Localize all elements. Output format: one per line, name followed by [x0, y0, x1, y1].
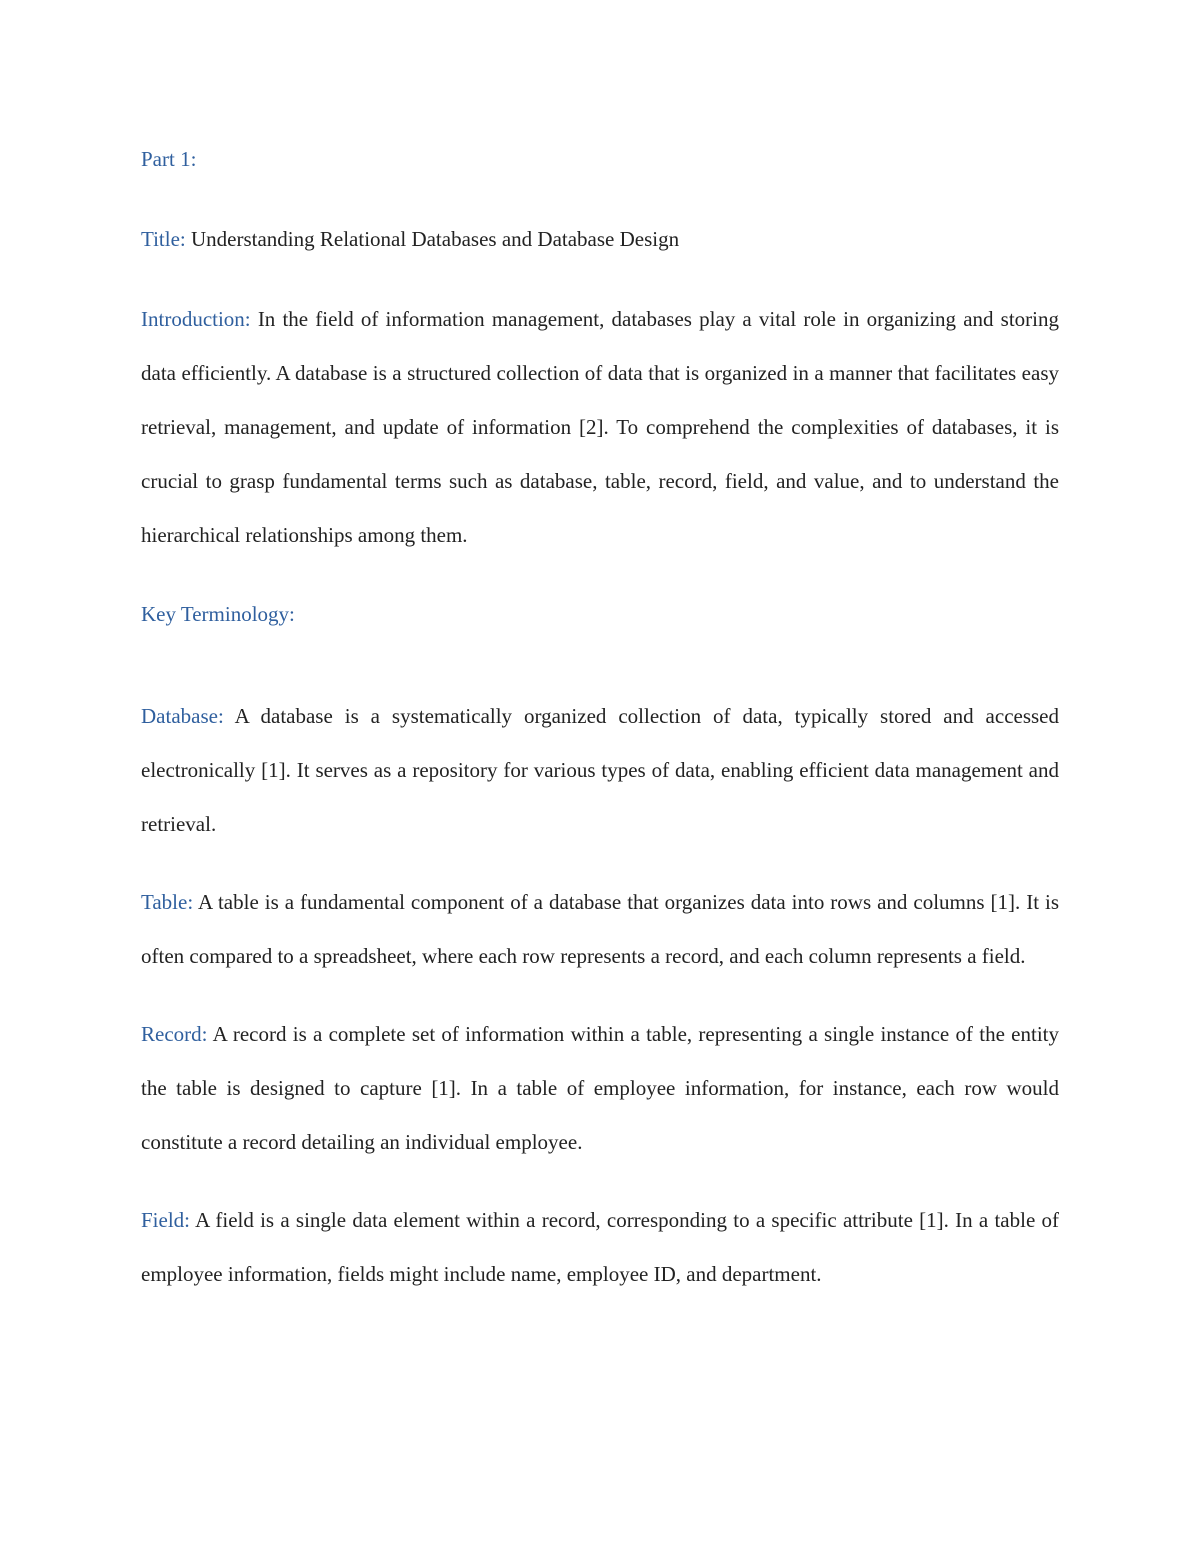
title-text: Understanding Relational Databases and Database Design — [191, 227, 680, 251]
key-terminology-heading — [141, 587, 1059, 641]
introduction-label: Introduction: — [141, 307, 251, 331]
term-definition: A record is a complete set of information within a table, representing a single instance of the entity the table is designed to capture [1]. In a table of employee information, for instance, each row would constitute a record detailing an individual employee. — [141, 1022, 1059, 1154]
term-table — [141, 875, 1059, 983]
title-label: Title: — [141, 227, 186, 251]
part-heading — [141, 132, 1059, 186]
part-heading-text: Part 1: — [141, 147, 197, 171]
term-label: Field: — [141, 1208, 191, 1232]
term-definition: A table is a fundamental component of a database that organizes data into rows and columns [1]. It is often compared to a spreadsheet, where each row represents a record, and each column represents a field. — [141, 890, 1059, 968]
term-label: Record: — [141, 1022, 208, 1046]
introduction-text: In the field of information management, databases play a vital role in organizing and storing data efficiently. A database is a structured collection of data that is organized in a manner that facilitates easy retrieval, management, and update of information [2]. To comprehend the complexities of databases, it is crucial to grasp fundamental terms such as database, table, record, field, and value, and to understand the hierarchical relationships among them. — [141, 307, 1060, 547]
term-database — [141, 689, 1059, 851]
term-definition: A field is a single data element within a record, corresponding to a specific attribute [1]. In a table of employee information, fields might include name, employee ID, and department. — [141, 1208, 1060, 1286]
term-definition: A database is a systematically organized collection of data, typically stored and accessed electronically [1]. It serves as a repository for various types of data, enabling efficient data management and retrieval. — [141, 704, 1060, 836]
term-label: Table: — [141, 890, 194, 914]
introduction-paragraph — [141, 292, 1059, 562]
key-terminology-heading-text: Key Terminology: — [141, 602, 295, 626]
term-field — [141, 1193, 1059, 1301]
term-label: Database: — [141, 704, 224, 728]
term-record — [141, 1007, 1059, 1169]
document-page — [141, 132, 1059, 1325]
title-line — [141, 212, 1059, 266]
